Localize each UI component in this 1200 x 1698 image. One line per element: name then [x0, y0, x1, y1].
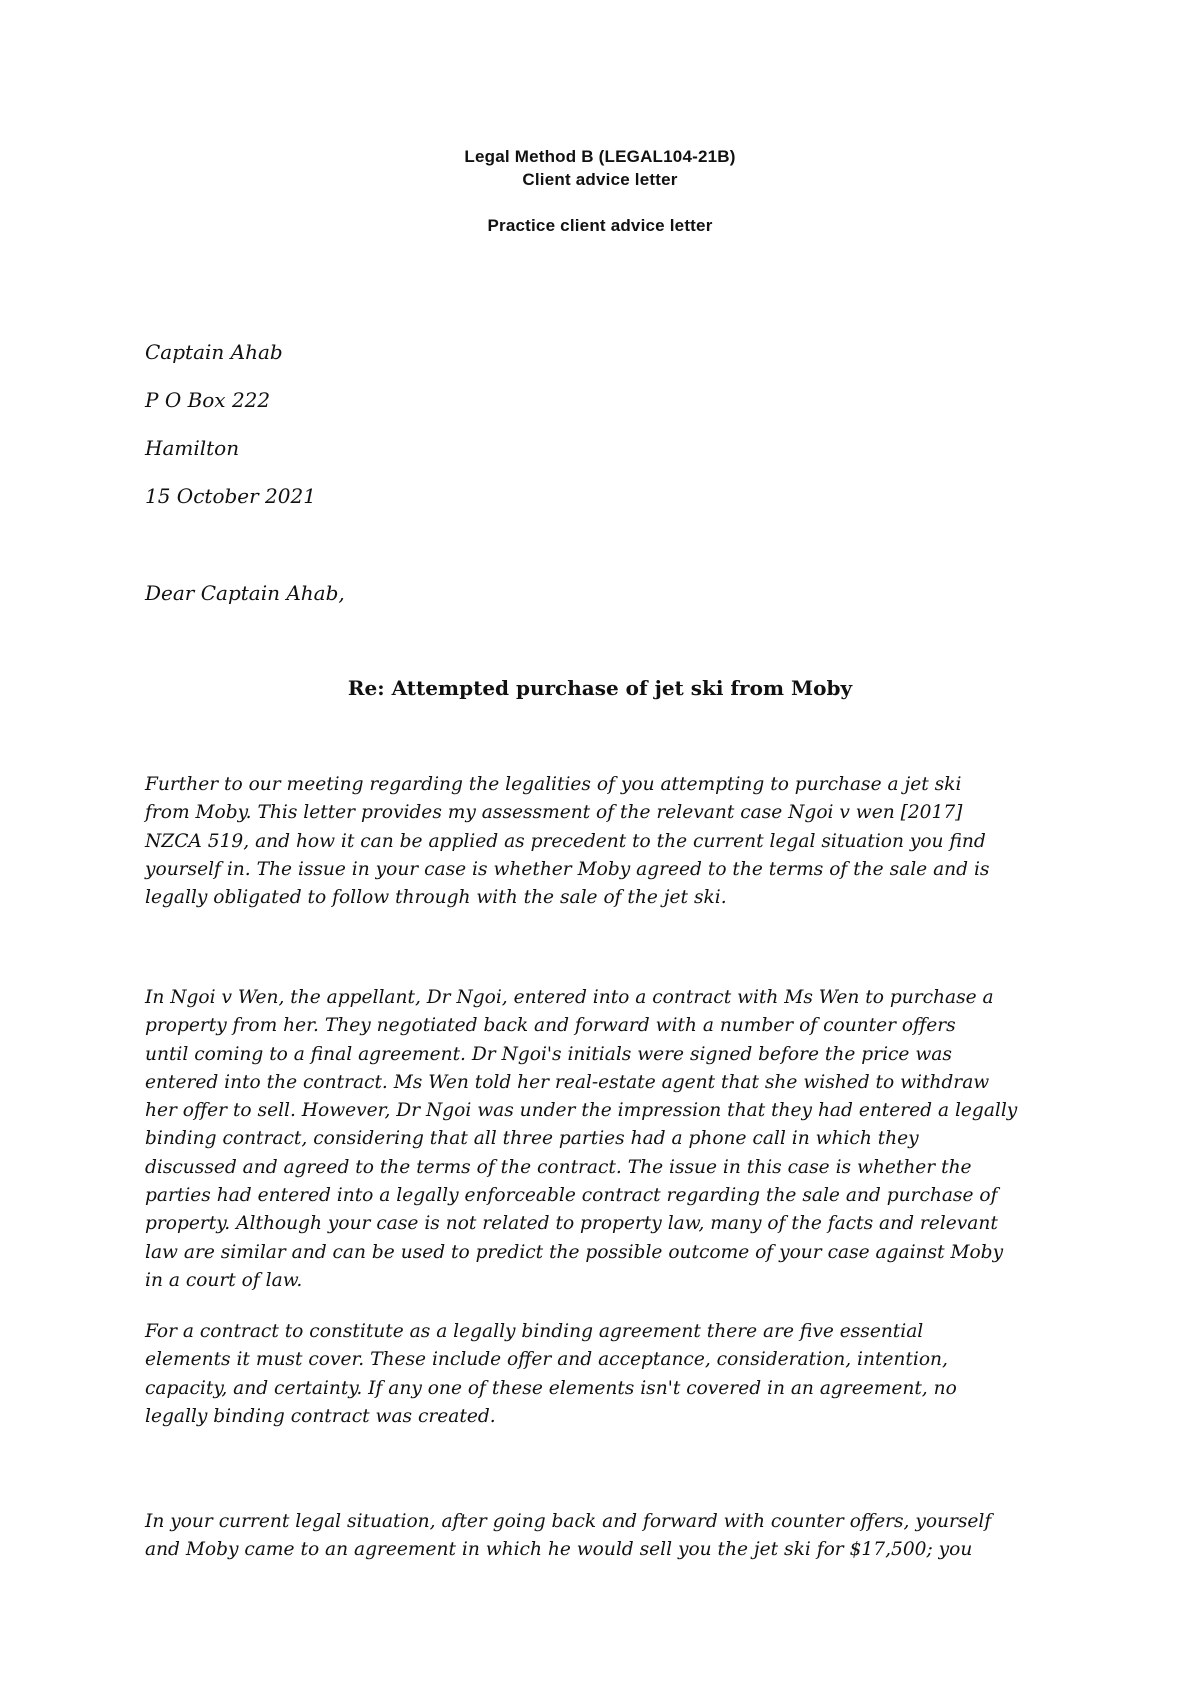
paragraph-case-summary: [145, 984, 1075, 1295]
paragraph-line: property. Although your case is not related to property law, many of the facts and relevant: [145, 1213, 998, 1235]
paragraph-line: her offer to sell. However, Dr Ngoi was under the impression that they had entered a legally: [145, 1100, 1018, 1122]
paragraph-line: binding contract, considering that all three parties had a phone call in which they: [145, 1128, 919, 1150]
paragraph-line: from Moby. This letter provides my assessment of the relevant case Ngoi v wen [2017]: [145, 802, 963, 824]
paragraph-line: discussed and agreed to the terms of the contract. The issue in this case is whether the: [145, 1156, 972, 1178]
paragraph-line: In Ngoi v Wen, the appellant, Dr Ngoi, entered into a contract with Ms Wen to purchase a: [145, 987, 994, 1008]
paragraph-line: property from her. They negotiated back and forward with a number of counter offers: [145, 1015, 956, 1037]
paragraph-line: legally obligated to follow through with the sale of the jet ski.: [145, 887, 727, 909]
paragraph-line: parties had entered into a legally enforceable contract regarding the sale and purchase of: [145, 1185, 998, 1207]
paragraph-line: In your current legal situation, after going back and forward with counter offers, yourself: [145, 1511, 992, 1532]
recipient-name: Captain Ahab: [145, 340, 283, 364]
subject-line: Re: Attempted purchase of jet ski from Moby: [347, 676, 853, 700]
paragraph-line: until coming to a final agreement. Dr Ngoi's initials were signed before the price was: [145, 1043, 952, 1065]
paragraph-line: For a contract to constitute as a legally binding agreement there are five essential: [145, 1321, 924, 1342]
paragraph-line: yourself in. The issue in your case is whether Moby agreed to the terms of the sale and is: [145, 858, 990, 880]
paragraph-intro: [145, 771, 1075, 912]
paragraph-contract-elements: [145, 1318, 1075, 1431]
paragraph-line: law are similar and can be used to predict the possible outcome of your case against Moby: [145, 1241, 1004, 1263]
paragraph-line: entered into the contract. Ms Wen told her real-estate agent that she wished to withdraw: [145, 1071, 990, 1093]
paragraph-line: and Moby came to an agreement in which he would sell you the jet ski for $17,500; you: [145, 1539, 973, 1561]
practice-heading: Practice client advice letter: [487, 216, 713, 235]
course-title: Legal Method B (LEGAL104-21B): [464, 147, 736, 166]
paragraph-line: legally binding contract was created.: [145, 1405, 496, 1427]
recipient-po-box: P O Box 222: [145, 388, 271, 412]
paragraph-current-situation: [145, 1508, 1075, 1565]
paragraph-line: in a court of law.: [145, 1269, 303, 1291]
document-type: Client advice letter: [522, 170, 678, 189]
paragraph-line: Further to our meeting regarding the legalities of you attempting to purchase a jet ski: [145, 774, 962, 795]
paragraph-line: capacity, and certainty. If any one of these elements isn't covered in an agreement, no: [145, 1377, 957, 1399]
salutation: Dear Captain Ahab,: [145, 581, 345, 605]
recipient-city: Hamilton: [145, 436, 240, 460]
letter-date: 15 October 2021: [145, 484, 316, 508]
paragraph-line: elements it must cover. These include offer and acceptance, consideration, intention,: [145, 1349, 948, 1371]
paragraph-line: NZCA 519, and how it can be applied as precedent to the current legal situation you find: [145, 830, 986, 852]
